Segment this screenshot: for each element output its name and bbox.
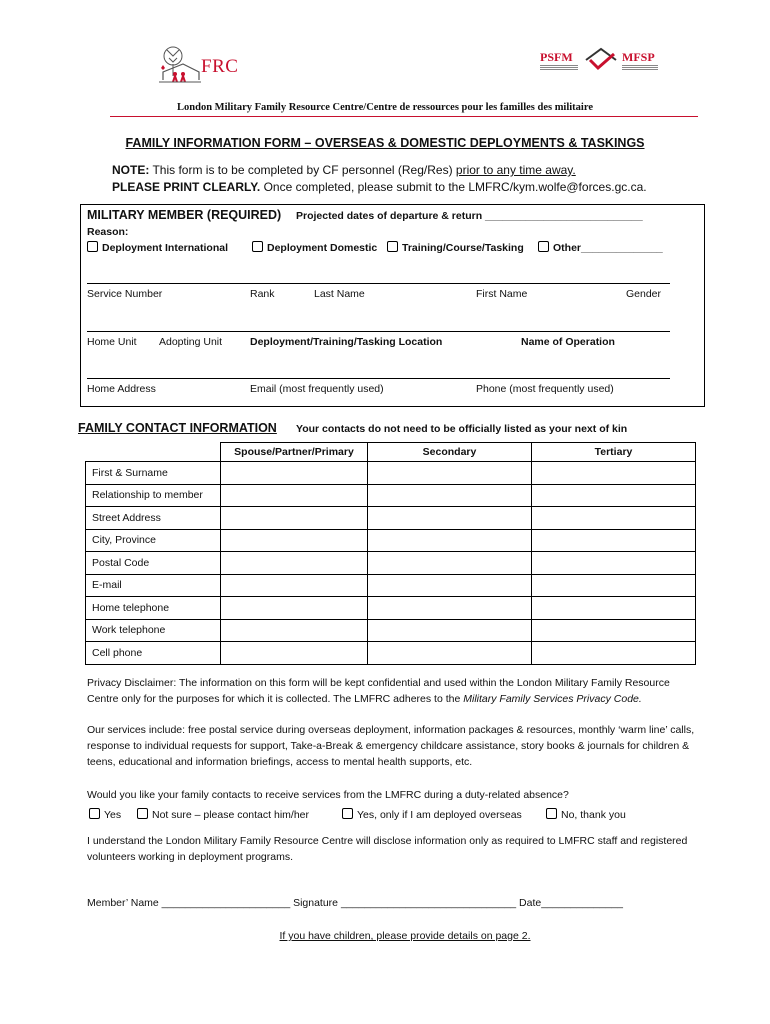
table-row: [86, 642, 696, 665]
location-label: Deployment/Training/Tasking Location: [250, 336, 443, 348]
table-header-row: [86, 443, 696, 462]
psfm-fine-print: [540, 64, 578, 71]
tertiary-cell[interactable]: [532, 619, 696, 642]
reason-other[interactable]: Other______________: [538, 241, 663, 254]
secondary-cell[interactable]: [368, 552, 532, 575]
tertiary-cell[interactable]: [532, 597, 696, 620]
tertiary-cell[interactable]: [532, 507, 696, 530]
privacy-text: Privacy Disclaimer: The information on this form will be kept confidential and used within the London Military Family Resource Centre only for the purposes for which it is collected. The LMFRC adheres to the: [87, 677, 670, 705]
gender-label: Gender: [626, 288, 662, 300]
services-question: Would you like your family contacts to receive services from the LMFRC during a duty-related absence?: [87, 789, 569, 801]
checkbox-icon[interactable]: [252, 241, 263, 252]
table-row: [86, 552, 696, 575]
row2-input-line[interactable]: [87, 331, 670, 332]
row-label: Postal Code: [86, 552, 221, 575]
note-label: NOTE:: [112, 163, 150, 177]
privacy-code: Military Family Services Privacy Code.: [463, 693, 642, 705]
checkbox-icon[interactable]: [87, 241, 98, 252]
row3-input-line[interactable]: [87, 378, 670, 379]
email-label: Email (most frequently used): [250, 383, 384, 395]
psfm-mfsp-logo: [540, 46, 660, 82]
table-row: [86, 597, 696, 620]
table-row: [86, 529, 696, 552]
tertiary-cell[interactable]: [532, 462, 696, 485]
disclosure-statement: I understand the London Military Family Resource Centre will disclose information only as required to LMFRC staff and registered volunteers working in deployment programs.: [87, 835, 688, 863]
projected-dates-field[interactable]: Projected dates of departure & return ___________________________: [296, 210, 643, 222]
secondary-cell[interactable]: [368, 462, 532, 485]
secondary-cell[interactable]: [368, 507, 532, 530]
tertiary-cell[interactable]: [532, 552, 696, 575]
primary-cell[interactable]: [221, 619, 368, 642]
checkbox-icon[interactable]: [89, 808, 100, 819]
secondary-cell[interactable]: [368, 642, 532, 665]
organization-name: London Military Family Resource Centre/Centre de ressources pour les familles des militaire: [177, 102, 593, 113]
lmfrc-logo: [155, 44, 265, 88]
privacy-disclaimer: [87, 675, 697, 707]
phone-label: Phone (most frequently used): [476, 383, 614, 395]
secondary-cell[interactable]: [368, 574, 532, 597]
rank-label: Rank: [250, 288, 275, 300]
primary-cell[interactable]: [221, 552, 368, 575]
tree-house-icon: [155, 44, 201, 88]
print-line: [112, 180, 647, 194]
primary-cell[interactable]: [221, 462, 368, 485]
checkbox-icon[interactable]: [538, 241, 549, 252]
reason-training[interactable]: Training/Course/Tasking: [387, 241, 524, 254]
adopting-unit-label: Adopting Unit: [159, 336, 223, 348]
children-note: If you have children, please provide details on page 2.: [279, 930, 531, 942]
home-unit-label: Home Unit: [87, 336, 137, 348]
tertiary-cell[interactable]: [532, 529, 696, 552]
row-label: City, Province: [86, 529, 221, 552]
col-tertiary: Tertiary: [532, 443, 696, 462]
note-underlined: prior to any time away.: [455, 163, 576, 177]
table-row: [86, 507, 696, 530]
reason-international[interactable]: Deployment International: [87, 241, 228, 254]
secondary-cell[interactable]: [368, 619, 532, 642]
note-line: [112, 163, 576, 177]
family-subheading: Your contacts do not need to be officially listed as your next of kin: [296, 423, 628, 435]
secondary-cell[interactable]: [368, 484, 532, 507]
tertiary-cell[interactable]: [532, 642, 696, 665]
row-label: Home telephone: [86, 597, 221, 620]
checkbox-icon[interactable]: [546, 808, 557, 819]
service-number-label: Service Number: [87, 288, 163, 300]
tertiary-cell[interactable]: [532, 484, 696, 507]
header-divider: [110, 116, 698, 117]
option-not-sure[interactable]: Not sure – please contact him/her: [137, 808, 309, 821]
services-paragraph: Our services include: free postal service during overseas deployment, information packages & resources, monthly ‘warm line’ calls, response to individual requests for support, Take-a-Break & emergency childcare assistance, story books & journals for children & teens, educational and information briefings, access to mental health supports, etc.: [87, 724, 695, 768]
psfm-text: PSFM: [540, 50, 573, 64]
print-text: Once completed, please submit to the LMFRC/kym.wolfe@forces.gc.ca.: [260, 180, 647, 194]
note-text: This form is to be completed by CF personnel (Reg/Res): [149, 163, 456, 177]
military-heading: MILITARY MEMBER (REQUIRED): [87, 208, 282, 222]
option-yes[interactable]: Yes: [89, 808, 121, 821]
checkbox-icon[interactable]: [137, 808, 148, 819]
home-address-label: Home Address: [87, 383, 156, 395]
row-label: Cell phone: [86, 642, 221, 665]
table-row: [86, 484, 696, 507]
checkbox-icon[interactable]: [387, 241, 398, 252]
signature-line[interactable]: Member’ Name ______________________ Signature ______________________________ Date______________: [87, 897, 623, 909]
primary-cell[interactable]: [221, 529, 368, 552]
reason-label: Reason:: [87, 226, 129, 238]
option-overseas[interactable]: Yes, only if I am deployed overseas: [342, 808, 522, 821]
row1-input-line[interactable]: [87, 283, 670, 284]
row-label: First & Surname: [86, 462, 221, 485]
secondary-cell[interactable]: [368, 597, 532, 620]
operation-label: Name of Operation: [521, 336, 615, 348]
table-row: [86, 574, 696, 597]
primary-cell[interactable]: [221, 642, 368, 665]
option-no[interactable]: No, thank you: [546, 808, 626, 821]
primary-cell[interactable]: [221, 484, 368, 507]
last-name-label: Last Name: [314, 288, 365, 300]
mfsp-fine-print: [622, 64, 658, 71]
col-secondary: Secondary: [368, 443, 532, 462]
primary-cell[interactable]: [221, 507, 368, 530]
primary-cell[interactable]: [221, 597, 368, 620]
family-heading: FAMILY CONTACT INFORMATION: [78, 421, 277, 435]
table-row: [86, 462, 696, 485]
row-label: E-mail: [86, 574, 221, 597]
mfsp-text: MFSP: [622, 50, 655, 64]
print-label: PLEASE PRINT CLEARLY.: [112, 180, 261, 194]
row-label: Relationship to member: [86, 484, 221, 507]
military-member-section: [80, 204, 705, 407]
form-title: FAMILY INFORMATION FORM – OVERSEAS & DOMESTIC DEPLOYMENTS & TASKINGS: [125, 136, 645, 150]
col-primary: Spouse/Partner/Primary: [221, 443, 368, 462]
checkbox-icon[interactable]: [342, 808, 353, 819]
table-row: [86, 619, 696, 642]
services-options: [87, 808, 707, 824]
first-name-label: First Name: [476, 288, 528, 300]
row-label: Work telephone: [86, 619, 221, 642]
primary-cell[interactable]: [221, 574, 368, 597]
frc-logo-text: FRC: [201, 56, 239, 77]
tertiary-cell[interactable]: [532, 574, 696, 597]
row-label: Street Address: [86, 507, 221, 530]
secondary-cell[interactable]: [368, 529, 532, 552]
house-check-icon: [582, 46, 620, 72]
table-corner: [86, 443, 221, 462]
reason-domestic[interactable]: Deployment Domestic: [252, 241, 377, 254]
family-contact-table: [85, 442, 696, 665]
